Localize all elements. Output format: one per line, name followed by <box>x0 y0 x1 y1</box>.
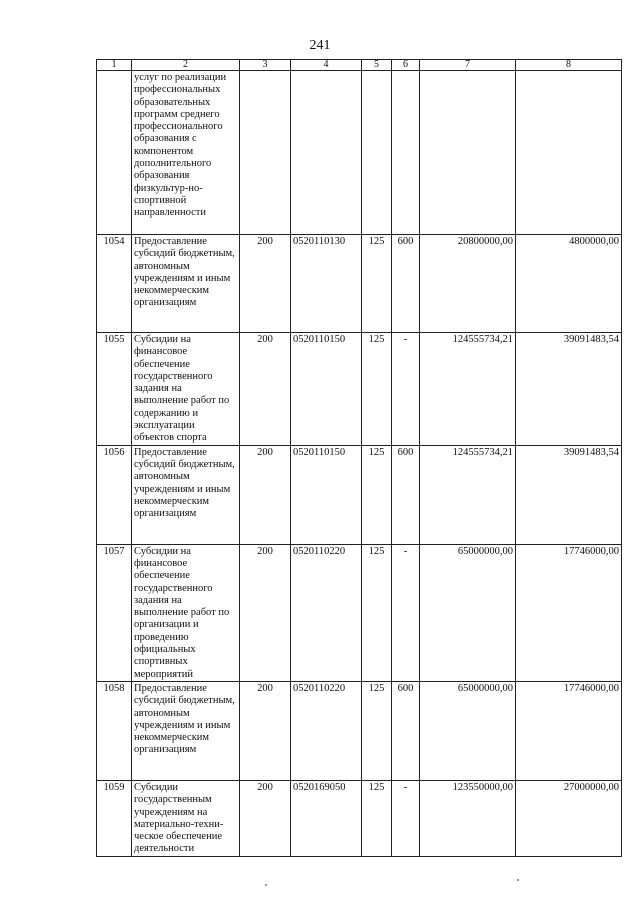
row-number: 1054 <box>97 235 132 333</box>
column-header: 4 <box>291 60 362 71</box>
row-col6: 600 <box>392 681 420 780</box>
row-description: Субсидии на финансовое обеспечение государственного задания на выполнение работ по содержанию и эксплуатации объектов спорта <box>132 333 240 446</box>
row-description: Предоставление субсидий бюджетным, автономным учреждениям и иным некоммерческим организациям <box>132 445 240 544</box>
table-row <box>97 681 622 780</box>
row-col3: 200 <box>240 445 291 544</box>
column-header: 3 <box>240 60 291 71</box>
table-row <box>97 235 622 333</box>
budget-table <box>96 59 622 857</box>
row-description: Субсидии государственным учреждениям на материально-техни-ческое обеспечение деятельности <box>132 780 240 856</box>
row-col3: 200 <box>240 235 291 333</box>
column-header: 6 <box>392 60 420 71</box>
row-col5: 125 <box>362 333 392 446</box>
row-col6: 600 <box>392 235 420 333</box>
scan-speck <box>265 884 267 886</box>
row-code: 0520169050 <box>291 780 362 856</box>
column-header: 5 <box>362 60 392 71</box>
row-amount-7: 123550000,00 <box>420 780 516 856</box>
row-amount-8 <box>516 71 622 235</box>
column-header: 1 <box>97 60 132 71</box>
row-col6: - <box>392 780 420 856</box>
page-number: 241 <box>309 38 331 53</box>
table-row <box>97 544 622 681</box>
row-col5: 125 <box>362 445 392 544</box>
row-description: Предоставление субсидий бюджетным, автономным учреждениям и иным некоммерческим организациям <box>132 681 240 780</box>
row-description: Предоставление субсидий бюджетным, автономным учреждениям и иным некоммерческим организациям <box>132 235 240 333</box>
scan-speck <box>517 879 519 881</box>
row-col3 <box>240 71 291 235</box>
row-amount-7: 124555734,21 <box>420 445 516 544</box>
row-amount-7 <box>420 71 516 235</box>
column-header: 7 <box>420 60 516 71</box>
row-col6 <box>392 71 420 235</box>
row-code <box>291 71 362 235</box>
table-row <box>97 445 622 544</box>
row-col3: 200 <box>240 681 291 780</box>
row-amount-7: 65000000,00 <box>420 681 516 780</box>
row-amount-8: 17746000,00 <box>516 681 622 780</box>
table-row <box>97 71 622 235</box>
row-amount-8: 4800000,00 <box>516 235 622 333</box>
row-amount-8: 17746000,00 <box>516 544 622 681</box>
row-number: 1059 <box>97 780 132 856</box>
row-number: 1056 <box>97 445 132 544</box>
row-amount-8: 39091483,54 <box>516 333 622 446</box>
row-amount-7: 65000000,00 <box>420 544 516 681</box>
row-col5: 125 <box>362 681 392 780</box>
row-number: 1055 <box>97 333 132 446</box>
table-row <box>97 780 622 856</box>
table-row <box>97 333 622 446</box>
row-code: 0520110220 <box>291 681 362 780</box>
header-row <box>97 60 622 71</box>
row-number: 1057 <box>97 544 132 681</box>
row-col5 <box>362 71 392 235</box>
row-col6: - <box>392 333 420 446</box>
row-code: 0520110130 <box>291 235 362 333</box>
row-col5: 125 <box>362 780 392 856</box>
row-amount-8: 27000000,00 <box>516 780 622 856</box>
row-amount-7: 20800000,00 <box>420 235 516 333</box>
row-col3: 200 <box>240 544 291 681</box>
row-col6: 600 <box>392 445 420 544</box>
row-col6: - <box>392 544 420 681</box>
column-header: 8 <box>516 60 622 71</box>
row-col3: 200 <box>240 333 291 446</box>
row-col5: 125 <box>362 544 392 681</box>
row-number <box>97 71 132 235</box>
row-code: 0520110150 <box>291 333 362 446</box>
row-code: 0520110150 <box>291 445 362 544</box>
row-number: 1058 <box>97 681 132 780</box>
row-amount-7: 124555734,21 <box>420 333 516 446</box>
row-col5: 125 <box>362 235 392 333</box>
row-code: 0520110220 <box>291 544 362 681</box>
row-amount-8: 39091483,54 <box>516 445 622 544</box>
row-col3: 200 <box>240 780 291 856</box>
column-header: 2 <box>132 60 240 71</box>
row-description: Субсидии на финансовое обеспечение государственного задания на выполнение работ по организации и проведению официальных спортивных мероприятий <box>132 544 240 681</box>
row-description: услуг по реализации профессиональных образовательных программ среднего профессионального образования с компонентом дополнительного образования физкультур-но-спортивной направленности <box>132 71 240 235</box>
